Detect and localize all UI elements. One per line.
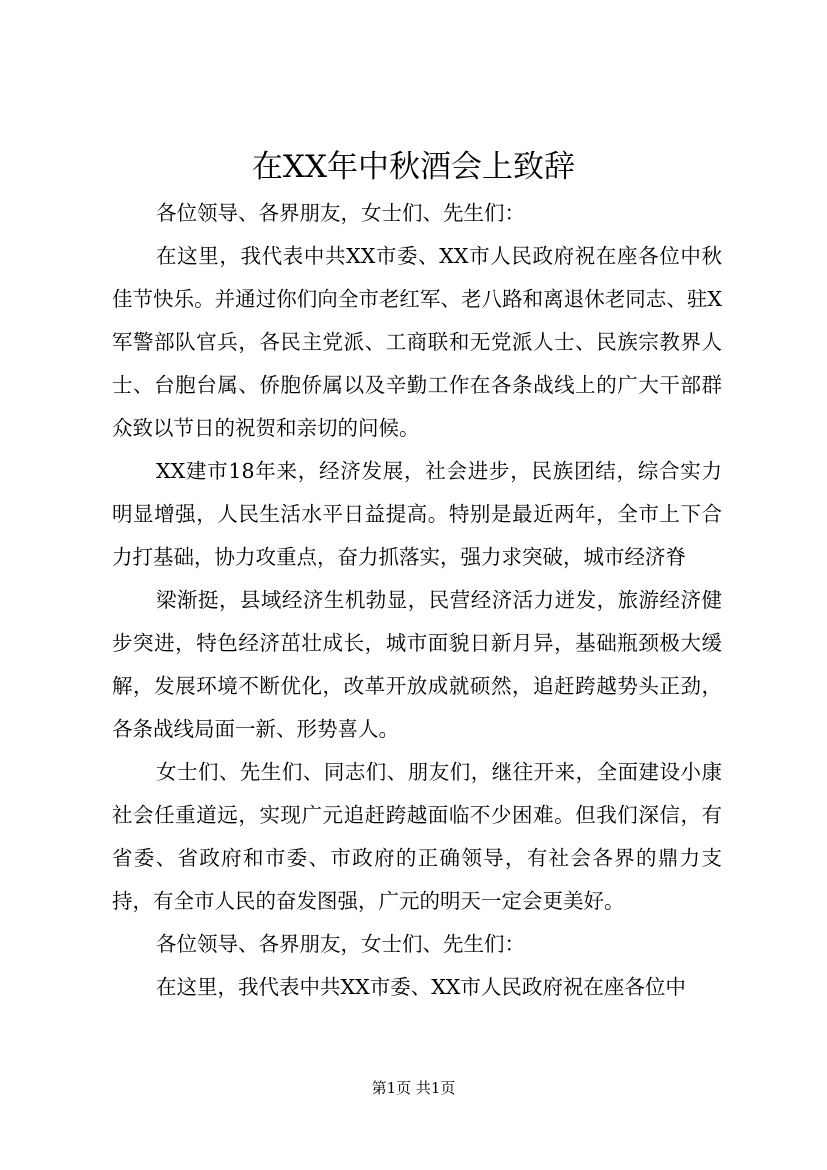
paragraph-salutation-repeat: 各位领导、各界朋友，女士们、先生们： [156,932,525,956]
paragraph-development: XX建市18年来，经济发展，社会进步，民族团结，综合实力明显增强，人民生活水平日益提高。特别是最近两年，全市上下合力打基础，协力攻重点，奋力抓落实，强力求突破，城市经济脊 [112,459,722,569]
document-title: 在XX年中秋酒会上致辞 [251,149,576,185]
page-number-footer: 第1页 共1页 [371,1079,456,1097]
paragraph-outlook: 女士们、先生们、同志们、朋友们，继往开来，全面建设小康社会任重道远，实现广元追赶跨越面临不少困难。但我们深信，有省委、省政府和市委、市政府的正确领导，有社会各界的鼎力支持，有全市人民的奋发图强，广元的明天一定会更美好。 [112,760,722,913]
document-body [112,192,722,1009]
paragraph-achievements: 梁渐挺，县域经济生机勃显，民营经济活力迸发，旅游经济健步突进，特色经济茁壮成长，城市面貌日新月异，基础瓶颈极大缓解，发展环境不断优化，改革开放成就硕然，追赶跨越势头正劲，各条战线局面一新、形势喜人。 [112,588,722,741]
paragraph-greeting: 在这里，我代表中共XX市委、XX市人民政府祝在座各位中秋佳节快乐。并通过你们向全市老红军、老八路和离退休老同志、驻X军警部队官兵，各民主党派、工商联和无党派人士、民族宗教界人士、台胞台属、侨胞侨属以及辛勤工作在各条战线上的广大干部群众致以节日的祝贺和亲切的问候。 [112,244,722,440]
paragraph-salutation: 各位领导、各界朋友，女士们、先生们： [156,201,525,225]
paragraph-greeting-repeat: 在这里，我代表中共XX市委、XX市人民政府祝在座各位中 [156,975,686,999]
